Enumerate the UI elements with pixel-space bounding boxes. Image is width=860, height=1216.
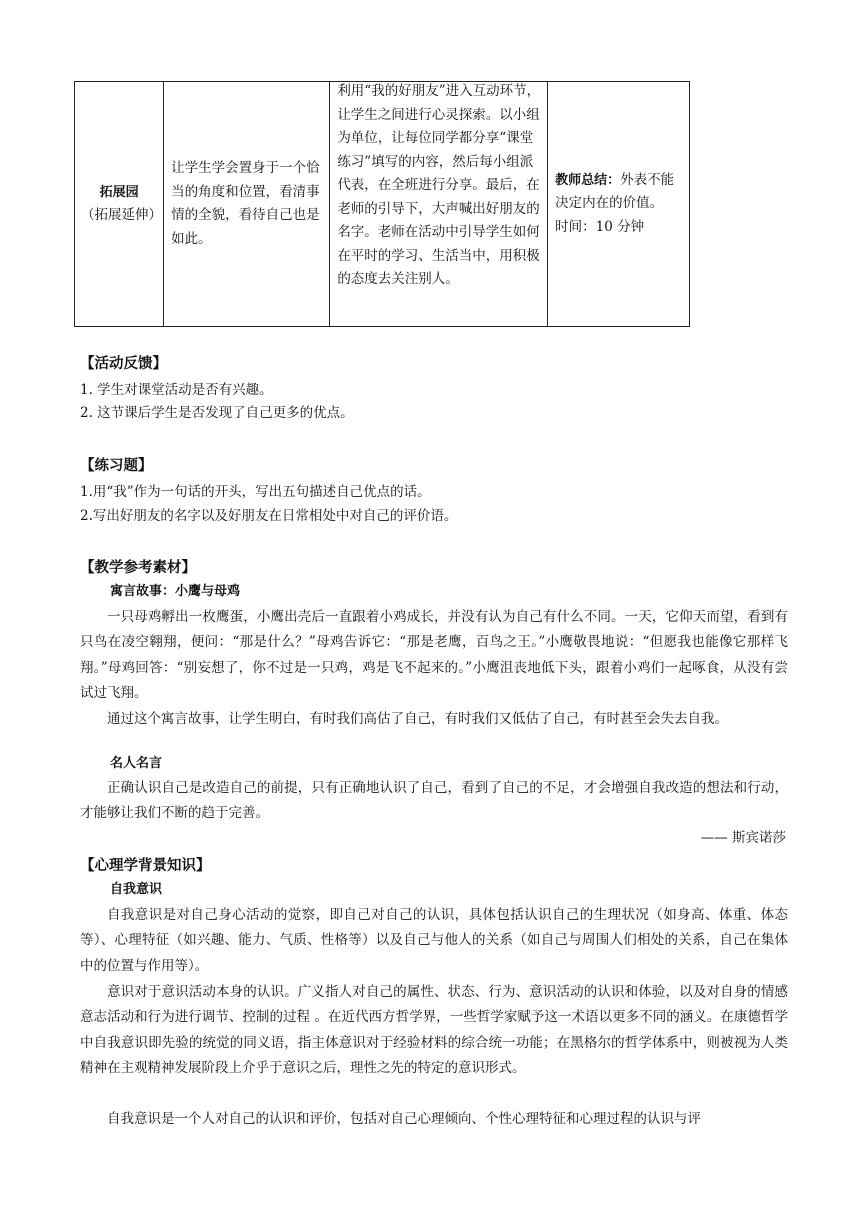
feedback-item-1: 1. 学生对课堂活动是否有兴趣。 xyxy=(80,382,273,398)
stage-name: 拓展园 xyxy=(99,184,139,200)
story-paragraph-2: 通过这个寓言故事，让学生明白，有时我们高估了自己，有时我们又低估了自己，有时甚至会失去自我。 xyxy=(107,711,728,727)
feedback-heading: 【活动反馈】 xyxy=(80,356,167,372)
story-title: 寓言故事：小鹰与母鸡 xyxy=(110,584,241,599)
quote-author: —— 斯宾诺莎 xyxy=(700,830,786,846)
materials-heading: 【教学参考素材】 xyxy=(80,560,196,576)
table-row xyxy=(75,82,690,327)
time-text: 时间：10 分钟 xyxy=(555,218,645,235)
story-paragraph-1: 一只母鸡孵出一枚鹰蛋，小鹰出壳后一直跟着小鸡成长，并没有认为自己有什么不同。一天，它仰天而望，看到有只鸟在凌空翱翔，便问：“那是什么？”母鸡告诉它：“那是老鹰，百鸟之王。”小鹰敬畏地说：“但愿我也能像它那样飞翔。”母鸡回答：“别妄想了，你不过是一只鸡，鸡是飞不起来的。”小鹰沮丧地低下头，跟着小鸡们一起啄食，从没有尝试过飞翔。 xyxy=(80,609,788,702)
psychology-paragraph-3: 自我意识是一个人对自己的认识和评价，包括对自己心理倾向、个性心理特征和心理过程的认识与评 xyxy=(107,1111,701,1127)
lesson-plan-table xyxy=(74,81,690,327)
stage-subtitle: （拓展延伸） xyxy=(81,207,162,223)
goal-cell xyxy=(164,82,330,327)
psychology-paragraph-1: 自我意识是对自己身心活动的觉察，即自己对自己的认识，具体包括认识自己的生理状况（如身高、体重、体态等）、心理特征（如兴趣、能力、气质、性格等）以及自己与他人的关系（如自己与周围人们相处的关系，自己在集体中的位置与作用等）。 xyxy=(80,907,788,974)
psychology-heading: 【心理学背景知识】 xyxy=(80,858,211,874)
quote-text: 正确认识自己是改造自己的前提，只有正确地认识了自己，看到了自己的不足，才会增强自我改造的想法和行动，才能够让我们不断的趋于完善。 xyxy=(80,780,788,822)
feedback-item-2: 2. 这节课后学生是否发现了自己更多的优点。 xyxy=(80,405,354,421)
exercise-heading: 【练习题】 xyxy=(80,458,153,474)
activity-cell xyxy=(330,82,548,327)
activity-text: 利用“我的好朋友”进入互动环节，让学生之间进行心灵探索。以小组为单位，让每位同学都分享“课堂练习”填写的内容，然后每小组派代表，在全班进行分享。最后，在老师的引导下，大声喊出好朋友的名字。老师在活动中引导学生如何在平时的学习、生活当中，用积极的态度去关注别人。 xyxy=(337,83,541,287)
psychology-paragraph-2: 意识对于意识活动本身的认识。广义指人对自己的属性、状态、行为、意识活动的认识和体验，以及对自身的情感意志活动和行为进行调节、控制的过程 。在近代西方哲学界，一些哲学家赋予这一术语以更多不同的涵义。在康德哲学中自我意识即先验的统觉的同义语，指主体意识对于经验材料的综合统一功能；在黑格尔的哲学体系中，则被视为人类精神在主观精神发展阶段上介乎于意识之后，理性之先的特定的意识形式。 xyxy=(80,984,788,1077)
exercise-item-1: 1.用“我”作为一句话的开头，写出五句描述自己优点的话。 xyxy=(80,484,431,500)
summary-text: 外表不能决定内在的价值。 xyxy=(555,171,675,212)
exercise-item-2: 2.写出好朋友的名字以及好朋友在日常相处中对自己的评价语。 xyxy=(80,508,458,524)
summary-label: 教师总结： xyxy=(555,172,621,188)
quote-title: 名人名言 xyxy=(110,756,163,771)
goal-text: 让学生学会置身于一个恰当的角度和位置，看清事情的全貌，看待自己也是如此。 xyxy=(171,160,320,247)
psychology-subtitle: 自我意识 xyxy=(110,882,163,897)
stage-cell xyxy=(75,82,164,327)
summary-cell xyxy=(548,82,690,327)
